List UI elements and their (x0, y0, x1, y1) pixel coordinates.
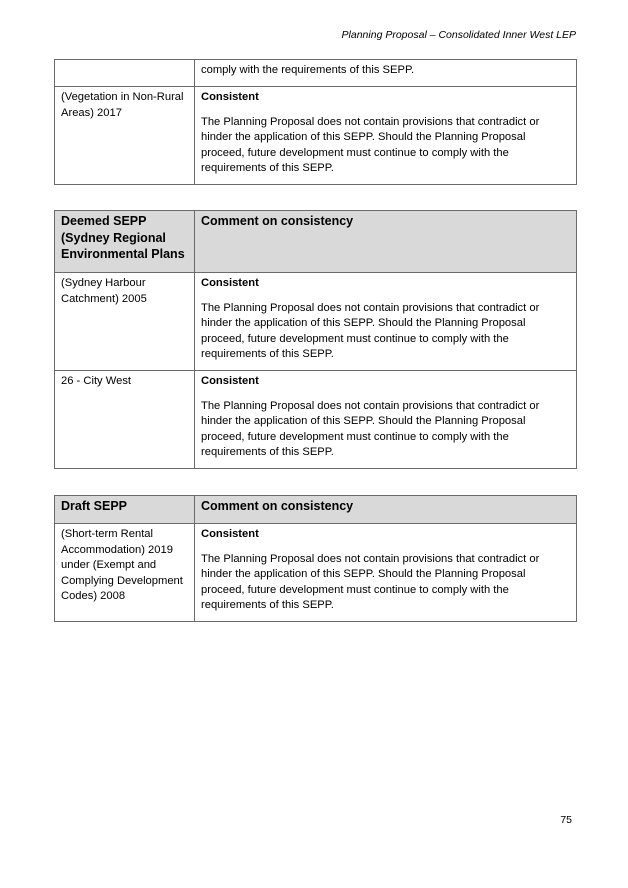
table-row (55, 524, 577, 622)
table-row (55, 273, 577, 371)
comment-cell (195, 524, 577, 622)
column-header: Comment on consistency (195, 211, 577, 273)
consistency-status: Consistent (201, 277, 259, 289)
sepp-name-cell (55, 60, 195, 87)
table-row (55, 60, 577, 87)
comment-text: The Planning Proposal does not contain provisions that contradict or hinder the application of this SEPP. Should the Planning Proposal proceed, future development must continue to comply with the requirements of this SEPP. (201, 552, 540, 611)
comment-text: The Planning Proposal does not contain provisions that contradict or hinder the application of this SEPP. Should the Planning Proposal proceed, future development must continue to comply with the requirements of this SEPP. (201, 301, 540, 360)
consistency-status: Consistent (201, 91, 259, 103)
comment-text: The Planning Proposal does not contain provisions that contradict or hinder the application of this SEPP. Should the Planning Proposal proceed, future development must continue to comply with the requirements of this SEPP. (201, 399, 540, 458)
sepp-name-cell: (Short-term Rental Accommodation) 2019 under (Exempt and Complying Development Codes) 2008 (55, 524, 195, 622)
page-header: Planning Proposal – Consolidated Inner West LEP (341, 29, 576, 41)
table-header-row (55, 211, 577, 273)
sepp-name-cell: 26 - City West (55, 371, 195, 469)
deemed-sepp-table (54, 210, 577, 469)
sepp-name-cell: (Sydney Harbour Catchment) 2005 (55, 273, 195, 371)
comment-cell (195, 60, 577, 87)
comment-text: The Planning Proposal does not contain provisions that contradict or hinder the application of this SEPP. Should the Planning Proposal proceed, future development must continue to comply with the requirements of this SEPP. (201, 115, 540, 174)
comment-cell (195, 87, 577, 185)
sepp-name-cell: (Vegetation in Non-Rural Areas) 2017 (55, 87, 195, 185)
sepp-table-continued (54, 59, 577, 185)
comment-text: comply with the requirements of this SEPP. (201, 64, 415, 76)
comment-cell (195, 371, 577, 469)
table-row (55, 87, 577, 185)
table-header-row (55, 496, 577, 524)
column-header: Deemed SEPP (Sydney Regional Environmental Plans (55, 211, 195, 273)
column-header: Comment on consistency (195, 496, 577, 524)
page-number: 75 (560, 814, 572, 826)
draft-sepp-table (54, 495, 577, 622)
consistency-status: Consistent (201, 375, 259, 387)
comment-cell (195, 273, 577, 371)
column-header: Draft SEPP (55, 496, 195, 524)
consistency-status: Consistent (201, 528, 259, 540)
table-row (55, 371, 577, 469)
